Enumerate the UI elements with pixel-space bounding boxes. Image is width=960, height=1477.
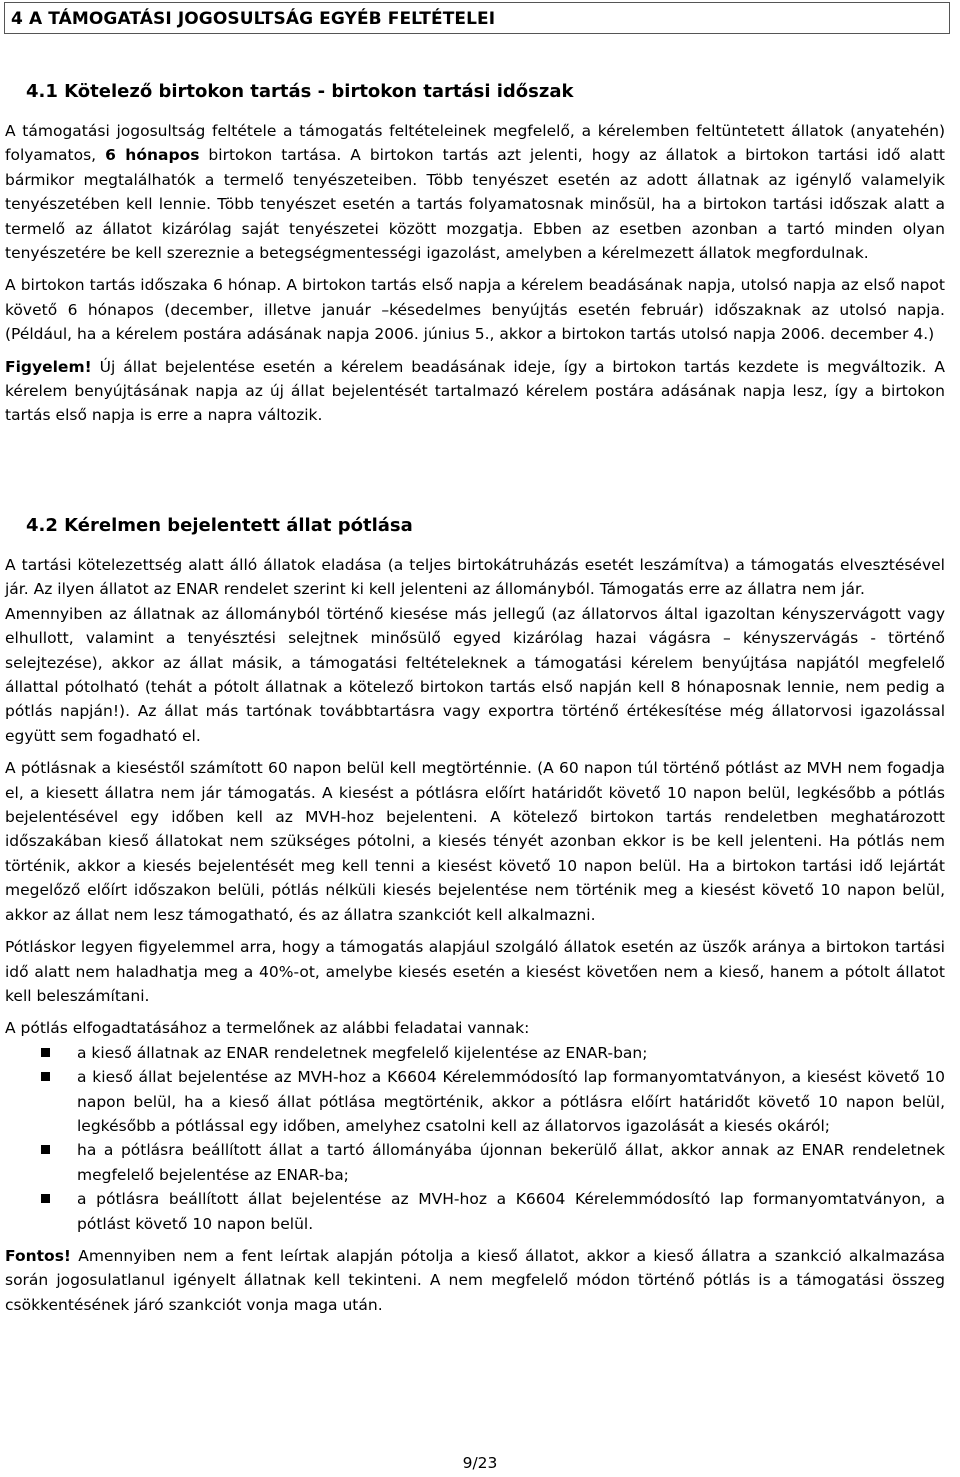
warning-label: Figyelem! (5, 357, 92, 376)
paragraph: A támogatási jogosultság feltétele a támogatás feltételeinek megfelelő, a kérelemben feltüntetett állatok (anyatehén) folyamatos, 6 hónapos birtokon tartása. A birtokon tartás azt jelenti, hogy az állatok a birtokon tartási idő alatt bármikor megtalálhatók a termelő tenyészeteiben. Több tenyészet esetén az adott állatnak az igénylő valamelyik tenyészetében kell lennie. Több tenyészet esetén a tartás folyamatosnak minősül, ha a birtokon tartási időszak alatt a termelő az állatot kizárólag saját tenyészetei között mozgatja. Ebben az esetben azonban a tartó minden olyan tenyészetére be kell szereznie a betegségmentességi igazolást, amelyben a kérelmezett állatok megfordulnak. (5, 122, 945, 263)
section-4-1-body (5, 119, 945, 428)
paragraph: Fontos! Amennyiben nem a fent leírtak alapján pótolja a kieső állatot, akkor a kieső állatra a szankció alkalmazása során jogosulatlanul igényelt állatnak kell tekinteni. A nem megfelelő módon történő pótlás is a támogatási összeg csökkentésének járó szankciót vonja maga után. (5, 1246, 945, 1314)
list-item: a kieső állat bejelentése az MVH-hoz a K6604 Kérelemmódosító lap formanyomtatványon, a kiesést követő 10 napon belül, ha a kieső állat pótlása megtörténik, akkor a pótlásra előírt határidőt követő 10 napon belül, legkésőbb a pótlással egy időben, amelyhez csatolni kell az állatorvos igazolását a kiesés okáról; (5, 1065, 945, 1138)
page-number: 9/23 (462, 1454, 498, 1472)
task-list (5, 1041, 945, 1236)
paragraph: A tartási kötelezettség alatt álló állatok eladása (a teljes birtokátruházás esetét leszámítva) a támogatás elvesztésével jár. Az ilyen állatot az ENAR rendelet szerint ki kell jelenteni az állományból. Támogatás erre az állatra nem jár. (5, 556, 945, 599)
paragraph: Pótláskor legyen figyelemmel arra, hogy a támogatás alapjául szolgáló állatok esetén az üszők aránya a birtokon tartási idő alatt nem haladhatja meg a 40%-ot, amelybe kiesés esetén a kiesést követően nem a kieső, hanem a pótolt állatot kell beleszámítani. (5, 938, 945, 1005)
list-item: a kieső állatnak az ENAR rendeletnek megfelelő kijelentése az ENAR-ban; (5, 1041, 945, 1065)
section-heading-4-2: 4.2 Kérelmen bejelentett állat pótlása (26, 515, 413, 536)
square-bullet-icon (41, 1145, 50, 1154)
paragraph: Amennyiben az állatnak az állományból történő kiesése más jellegű (az állatorvos által igazoltan kényszervágott vagy elhullott, valamint a tenyésztési selejtnek minősülő egyed kizárólag hazai vágásra – kényszervágás - történő selejtezése), akkor az állat másik, a támogatási feltételeknek a támogatási kérelem benyújtása napjától megfelelő állattal pótolható (tehát a pótolt állatnak a kötelező birtokon tartás első napján kell 8 hónaposnak lennie, nem pedig a pótlás napján!). Az állat más tartónak továbbtartásra vagy exportra történő értékesítése még állatorvosi igazolással együtt sem fogadható el. (5, 604, 945, 745)
section-heading-4-1: 4.1 Kötelező birtokon tartás - birtokon tartási időszak (26, 81, 574, 102)
chapter-title: 4 A TÁMOGATÁSI JOGOSULTSÁG EGYÉB FELTÉTELEI (11, 9, 496, 29)
paragraph: A pótlás elfogadtatásához a termelőnek az alábbi feladatai vannak: (5, 1019, 530, 1038)
emphasis: 6 hónapos (105, 146, 200, 165)
square-bullet-icon (41, 1194, 50, 1203)
list-item: ha a pótlásra beállított állat a tartó állományába újonnan bekerülő állat, akkor annak az ENAR rendeletnek megfelelő bejelentése az ENAR-ba; (5, 1138, 945, 1187)
square-bullet-icon (41, 1048, 50, 1057)
paragraph: Figyelem! Új állat bejelentése esetén a kérelem beadásának ideje, így a birtokon tartás kezdete is megváltozik. A kérelem benyújtásának napja az új állat bejelentését tartalmazó kérelem postára adásának napja lesz, így a birtokon tartás első napja is erre a napra változik. (5, 357, 945, 425)
paragraph: A birtokon tartás időszaka 6 hónap. A birtokon tartás első napja a kérelem beadásának napja, utolsó napja az első napot követő 6 hónapos (december, illetve január –késedelmes benyújtás esetén február) időszaknak az utolsó napja. (Például, ha a kérelem postára adásának napja 2006. június 5., akkor a birtokon tartás utolsó napja 2006. december 4.) (5, 276, 945, 344)
square-bullet-icon (41, 1072, 50, 1081)
important-label: Fontos! (5, 1246, 71, 1265)
list-item: a pótlásra beállított állat bejelentése az MVH-hoz a K6604 Kérelemmódosító lap formanyomtatványon, a pótlást követő 10 napon belül. (5, 1187, 945, 1236)
paragraph: A pótlásnak a kieséstől számított 60 napon belül kell megtörténnie. (A 60 napon túl történő pótlást az MVH nem fogadja el, a kiesett állatra nem jár támogatás. A kiesést a pótlásra előírt határidőt követő 10 napon belül, legkésőbb a pótlás bejelentésével egy időben kell az MVH-hoz bejelenteni. A kötelező birtokon tartás rendeletben meghatározott időszakában kieső állatokat nem szükséges pótolni, a kiesés tényét azonban ekkor is be kell jelenteni. Ha pótlás nem történik, akkor a kiesés bejelentését meg kell tenni a kiesést követő 10 napon belül. Ha a birtokon tartási idő lejártát megelőző előírt időszakon belüli, pótlás nélküli kiesés bejelentése nem történik meg a kiesést követő 10 napon belül, akkor az állat nem lesz támogatható, és az állatra szankciót kell alkalmazni. (5, 759, 945, 924)
chapter-title-box (4, 2, 950, 34)
section-4-2-body (5, 553, 945, 1317)
